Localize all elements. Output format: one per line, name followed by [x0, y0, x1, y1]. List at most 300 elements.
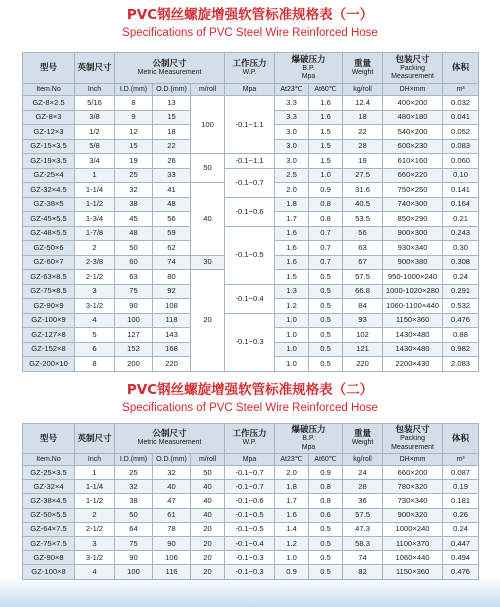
- cell-item-no: GZ-38×4.5: [23, 494, 75, 508]
- cell-item-no: GZ-75×8.5: [23, 284, 75, 299]
- table-header: [23, 424, 479, 466]
- cell-volume: 0.060: [443, 154, 479, 169]
- header-volume: [443, 53, 479, 84]
- unit-weight: kg/roll: [343, 454, 383, 466]
- cell-working-pressure: -0.1~0.3: [225, 565, 275, 579]
- cell-weight: 27.5: [343, 168, 383, 183]
- cell-packing: 400×200: [383, 96, 443, 111]
- cell-volume: 0.21: [443, 212, 479, 227]
- cell-volume: 0.052: [443, 125, 479, 140]
- cell-packing: 480×180: [383, 110, 443, 125]
- cell-inch: 3-1/2: [75, 299, 115, 314]
- cell-burst-23c: 3.0: [275, 139, 309, 154]
- cell-item-no: GZ-127×8: [23, 328, 75, 343]
- header-model: [23, 424, 75, 454]
- table-header: [23, 53, 479, 96]
- cell-volume: 0.164: [443, 197, 479, 212]
- cell-m-per-roll: 20: [191, 551, 225, 565]
- cell-item-no: GZ-32×4.5: [23, 183, 75, 198]
- cell-weight: 24: [343, 466, 383, 480]
- cell-id-mm: 127: [115, 328, 153, 343]
- header-metric-size-label-en: Metric Measurement: [137, 439, 202, 447]
- cell-inch: 3: [75, 284, 115, 299]
- cell-od-mm: 116: [153, 565, 191, 579]
- table-row: [23, 168, 479, 183]
- header-imperial-size-label: 英制尺寸: [77, 433, 112, 444]
- cell-id-mm: 64: [115, 522, 153, 536]
- header-packing: [383, 53, 443, 84]
- cell-burst-60c: 1.5: [309, 154, 343, 169]
- cell-weight: 66.8: [343, 284, 383, 299]
- cell-burst-60c: 1.5: [309, 125, 343, 140]
- cell-item-no: GZ-8×2.5: [23, 96, 75, 111]
- unit-volume: m³: [443, 84, 479, 96]
- cell-item-no: GZ-32×4: [23, 480, 75, 494]
- cell-od-mm: 80: [153, 270, 191, 285]
- header-packing: [383, 424, 443, 454]
- cell-id-mm: 32: [115, 480, 153, 494]
- header-model-label: 型号: [39, 433, 57, 444]
- cell-burst-60c: 0.8: [309, 212, 343, 227]
- header-metric-size-label: 公制尺寸: [152, 58, 187, 69]
- cell-item-no: GZ-50×5.5: [23, 508, 75, 522]
- cell-burst-23c: 2.0: [275, 183, 309, 198]
- cell-working-pressure: -0.1~0.7: [225, 466, 275, 480]
- cell-packing: 950-1000×240: [383, 270, 443, 285]
- cell-packing: 610×160: [383, 154, 443, 169]
- cell-id-mm: 8: [115, 96, 153, 111]
- cell-od-mm: 47: [153, 494, 191, 508]
- cell-item-no: GZ-152×8: [23, 342, 75, 357]
- cell-inch: 3-1/2: [75, 551, 115, 565]
- cell-weight: 63: [343, 241, 383, 256]
- cell-packing: 750×250: [383, 183, 443, 198]
- cell-inch: 4: [75, 565, 115, 579]
- cell-weight: 57.5: [343, 508, 383, 522]
- cell-volume: 0.181: [443, 494, 479, 508]
- cell-id-mm: 25: [115, 168, 153, 183]
- header-burst-pressure-label: 爆破压力: [291, 425, 326, 435]
- cell-id-mm: 75: [115, 284, 153, 299]
- cell-id-mm: 15: [115, 139, 153, 154]
- cell-weight: 93: [343, 313, 383, 328]
- cell-burst-60c: 0.8: [309, 197, 343, 212]
- cell-item-no: GZ-63×8.5: [23, 270, 75, 285]
- header-working-pressure: [225, 424, 275, 454]
- table-row: [23, 480, 479, 494]
- cell-working-pressure: -0.1~0.7: [225, 168, 275, 197]
- cell-weight: 28: [343, 139, 383, 154]
- header-burst-pressure-unit: Mpa: [301, 443, 316, 451]
- cell-item-no: GZ-60×7: [23, 255, 75, 270]
- cell-volume: 0.476: [443, 313, 479, 328]
- cell-id-mm: 32: [115, 183, 153, 198]
- header-volume-label: 体积: [452, 63, 470, 73]
- header-weight: [343, 424, 383, 454]
- header-burst-pressure-label-en: B.P.: [302, 435, 315, 442]
- cell-m-per-roll: 40: [191, 480, 225, 494]
- cell-od-mm: 143: [153, 328, 191, 343]
- cell-packing: 660×200: [383, 466, 443, 480]
- cell-packing: 730×340: [383, 494, 443, 508]
- cell-weight: 57.5: [343, 270, 383, 285]
- unit-burst-23c: At23℃: [275, 454, 309, 466]
- cell-id-mm: 100: [115, 565, 153, 579]
- unit-row: [23, 454, 479, 466]
- header-burst-pressure-label: 爆破压力: [291, 54, 326, 65]
- cell-item-no: GZ-75×7.5: [23, 536, 75, 550]
- cell-burst-60c: 0.5: [309, 357, 343, 372]
- unit-inch: Inch: [75, 84, 115, 96]
- cell-volume: 0.243: [443, 226, 479, 241]
- cell-volume: 0.447: [443, 536, 479, 550]
- cell-id-mm: 90: [115, 299, 153, 314]
- cell-burst-60c: 0.5: [309, 313, 343, 328]
- cell-weight: 18: [343, 110, 383, 125]
- cell-inch: 1-1/4: [75, 183, 115, 198]
- cell-burst-23c: 1.6: [275, 508, 309, 522]
- header-weight-label: 重量: [354, 58, 372, 69]
- cell-id-mm: 100: [115, 313, 153, 328]
- cell-burst-60c: 0.5: [309, 284, 343, 299]
- cell-inch: 1: [75, 466, 115, 480]
- cell-burst-23c: 1.8: [275, 480, 309, 494]
- header-model: [23, 53, 75, 84]
- cell-weight: 67: [343, 255, 383, 270]
- cell-od-mm: 26: [153, 154, 191, 169]
- cell-packing: 1430×480: [383, 328, 443, 343]
- cell-od-mm: 168: [153, 342, 191, 357]
- cell-burst-23c: 1.5: [275, 270, 309, 285]
- cell-packing: 2200×430: [383, 357, 443, 372]
- cell-volume: 0.087: [443, 466, 479, 480]
- cell-item-no: GZ-15×3.5: [23, 139, 75, 154]
- cell-od-mm: 15: [153, 110, 191, 125]
- cell-od-mm: 41: [153, 183, 191, 198]
- cell-od-mm: 32: [153, 466, 191, 480]
- cell-burst-60c: 0.5: [309, 536, 343, 550]
- header-metric-size: [115, 53, 225, 84]
- unit-working-pressure: Mpa: [225, 454, 275, 466]
- cell-id-mm: 152: [115, 342, 153, 357]
- cell-od-mm: 56: [153, 212, 191, 227]
- unit-item-no: Item.No: [23, 454, 75, 466]
- header-working-pressure-label-en: W.P.: [242, 439, 257, 447]
- cell-inch: 1-7/8: [75, 226, 115, 241]
- cell-inch: 5/8: [75, 139, 115, 154]
- cell-packing: 1430×480: [383, 342, 443, 357]
- unit-od-mm: O.D.(mm): [153, 84, 191, 96]
- unit-m-per-roll: m/roll: [191, 454, 225, 466]
- cell-burst-23c: 1.0: [275, 551, 309, 565]
- unit-od-mm: O.D.(mm): [153, 454, 191, 466]
- header-imperial-size-label: 英制尺寸: [77, 63, 112, 73]
- cell-working-pressure: -0.1~1.1: [225, 96, 275, 154]
- header-imperial-size: [75, 53, 115, 84]
- table-row: [23, 565, 479, 579]
- unit-m-per-roll: m/roll: [191, 84, 225, 96]
- cell-weight: 19: [343, 154, 383, 169]
- cell-id-mm: 45: [115, 212, 153, 227]
- cell-packing: 1060-1100×440: [383, 299, 443, 314]
- cell-inch: 6: [75, 342, 115, 357]
- header-working-pressure-label-en: W.P.: [242, 68, 257, 76]
- cell-burst-23c: 0.9: [275, 565, 309, 579]
- cell-inch: 1-1/2: [75, 197, 115, 212]
- cell-packing: 900×320: [383, 508, 443, 522]
- cell-item-no: GZ-100×9: [23, 313, 75, 328]
- header-volume: [443, 424, 479, 454]
- cell-od-mm: 40: [153, 480, 191, 494]
- cell-volume: 0.083: [443, 139, 479, 154]
- cell-packing: 930×340: [383, 241, 443, 256]
- cell-weight: 82: [343, 565, 383, 579]
- cell-burst-23c: 1.3: [275, 284, 309, 299]
- header-weight: [343, 53, 383, 84]
- cell-od-mm: 220: [153, 357, 191, 372]
- cell-burst-23c: 1.0: [275, 357, 309, 372]
- table-row: [23, 536, 479, 550]
- cell-od-mm: 62: [153, 241, 191, 256]
- cell-volume: 2.083: [443, 357, 479, 372]
- cell-burst-60c: 0.5: [309, 299, 343, 314]
- cell-working-pressure: -0.1~0.3: [225, 313, 275, 371]
- cell-working-pressure: -0.1~0.4: [225, 284, 275, 313]
- header-packing-label-en: Packing Measurement: [391, 435, 434, 451]
- cell-m-per-roll: 50: [191, 466, 225, 480]
- cell-burst-23c: 3.0: [275, 154, 309, 169]
- cell-burst-23c: 1.2: [275, 536, 309, 550]
- cell-volume: 0.982: [443, 342, 479, 357]
- header-metric-size-label: 公制尺寸: [152, 429, 187, 440]
- cell-od-mm: 118: [153, 313, 191, 328]
- table-row: [23, 284, 479, 299]
- table-row: [23, 96, 479, 111]
- cell-weight: 220: [343, 357, 383, 372]
- cell-id-mm: 90: [115, 551, 153, 565]
- cell-id-mm: 25: [115, 466, 153, 480]
- cell-od-mm: 61: [153, 508, 191, 522]
- cell-working-pressure: -0.1~0.5: [225, 508, 275, 522]
- cell-id-mm: 19: [115, 154, 153, 169]
- cell-weight: 22: [343, 125, 383, 140]
- header-burst-pressure-unit: Mpa: [301, 73, 316, 80]
- cell-working-pressure: -0.1~0.6: [225, 494, 275, 508]
- cell-od-mm: 108: [153, 299, 191, 314]
- table-row: [23, 551, 479, 565]
- table-row: [23, 226, 479, 241]
- cell-packing: 740×300: [383, 197, 443, 212]
- header-weight-label-en: Weight: [351, 68, 374, 76]
- cell-weight: 12.4: [343, 96, 383, 111]
- cell-weight: 74: [343, 551, 383, 565]
- cell-item-no: GZ-8×3: [23, 110, 75, 125]
- header-weight-label-en: Weight: [351, 439, 374, 447]
- cell-burst-23c: 2.0: [275, 466, 309, 480]
- table-row: [23, 522, 479, 536]
- table-row: [23, 508, 479, 522]
- cell-volume: 0.476: [443, 565, 479, 579]
- cell-od-mm: 74: [153, 255, 191, 270]
- cell-inch: 5/16: [75, 96, 115, 111]
- cell-burst-60c: 0.5: [309, 565, 343, 579]
- cell-volume: 0.10: [443, 168, 479, 183]
- cell-working-pressure: -0.1~0.7: [225, 480, 275, 494]
- header-imperial-size: [75, 424, 115, 454]
- cell-volume: 0.24: [443, 270, 479, 285]
- cell-id-mm: 38: [115, 197, 153, 212]
- cell-inch: 2-1/2: [75, 522, 115, 536]
- table-body: [23, 96, 479, 372]
- cell-burst-23c: 1.0: [275, 313, 309, 328]
- cell-burst-60c: 0.8: [309, 480, 343, 494]
- table-row: [23, 313, 479, 328]
- cell-burst-60c: 0.5: [309, 342, 343, 357]
- table-row: [23, 494, 479, 508]
- cell-packing: 1000×240: [383, 522, 443, 536]
- cell-packing: 780×320: [383, 480, 443, 494]
- cell-id-mm: 38: [115, 494, 153, 508]
- cell-packing: 600×230: [383, 139, 443, 154]
- cell-burst-60c: 0.5: [309, 328, 343, 343]
- cell-od-mm: 22: [153, 139, 191, 154]
- cell-inch: 2-3/8: [75, 255, 115, 270]
- cell-burst-60c: 0.7: [309, 255, 343, 270]
- unit-item-no: Item.No: [23, 84, 75, 96]
- cell-m-per-roll: 20: [191, 565, 225, 579]
- cell-weight: 58.3: [343, 536, 383, 550]
- cell-burst-60c: 0.6: [309, 508, 343, 522]
- cell-inch: 3/8: [75, 110, 115, 125]
- cell-id-mm: 9: [115, 110, 153, 125]
- header-weight-label: 重量: [354, 429, 372, 440]
- unit-volume: m³: [443, 454, 479, 466]
- cell-weight: 47.3: [343, 522, 383, 536]
- cell-volume: 0.141: [443, 183, 479, 198]
- cell-item-no: GZ-50×6: [23, 241, 75, 256]
- cell-burst-23c: 1.6: [275, 226, 309, 241]
- cell-working-pressure: -0.1~0.5: [225, 522, 275, 536]
- cell-od-mm: 78: [153, 522, 191, 536]
- cell-burst-60c: 1.6: [309, 96, 343, 111]
- cell-item-no: GZ-25×4: [23, 168, 75, 183]
- cell-burst-23c: 1.6: [275, 255, 309, 270]
- cell-working-pressure: -0.1~0.5: [225, 226, 275, 284]
- cell-item-no: GZ-90×9: [23, 299, 75, 314]
- cell-od-mm: 18: [153, 125, 191, 140]
- cell-burst-23c: 1.4: [275, 522, 309, 536]
- table-subtitle: Specifications of PVC Steel Wire Reinforced Hose: [122, 402, 378, 414]
- cell-packing: 900×300: [383, 226, 443, 241]
- header-working-pressure-label: 工作压力: [232, 429, 267, 440]
- cell-packing: 1060×440: [383, 551, 443, 565]
- cell-volume: 0.291: [443, 284, 479, 299]
- cell-m-per-roll: 20: [191, 270, 225, 372]
- table-row: [23, 197, 479, 212]
- cell-burst-23c: 1.0: [275, 328, 309, 343]
- cell-working-pressure: -0.1~0.3: [225, 551, 275, 565]
- background-band: [0, 577, 500, 607]
- cell-item-no: GZ-200×10: [23, 357, 75, 372]
- cell-packing: 1150×360: [383, 565, 443, 579]
- header-metric-size-label-en: Metric Measurement: [137, 68, 202, 76]
- table-row: [23, 466, 479, 480]
- cell-id-mm: 50: [115, 241, 153, 256]
- spec-table: [22, 423, 479, 580]
- cell-burst-23c: 1.7: [275, 212, 309, 227]
- cell-weight: 40.5: [343, 197, 383, 212]
- table-subtitle: Specifications of PVC Steel Wire Reinforced Hose: [122, 27, 378, 39]
- cell-burst-60c: 0.5: [309, 551, 343, 565]
- cell-m-per-roll: 40: [191, 508, 225, 522]
- cell-inch: 1: [75, 168, 115, 183]
- spec-table: [22, 52, 479, 372]
- cell-id-mm: 60: [115, 255, 153, 270]
- cell-weight: 28: [343, 480, 383, 494]
- table-row: [23, 154, 479, 169]
- header-volume-label: 体积: [452, 433, 470, 444]
- cell-weight: 36: [343, 494, 383, 508]
- cell-item-no: GZ-45×5.5: [23, 212, 75, 227]
- cell-volume: 0.041: [443, 110, 479, 125]
- cell-m-per-roll: 20: [191, 536, 225, 550]
- header-row: [23, 53, 479, 84]
- cell-volume: 0.532: [443, 299, 479, 314]
- cell-burst-23c: 1.8: [275, 197, 309, 212]
- cell-burst-60c: 1.6: [309, 110, 343, 125]
- cell-weight: 84: [343, 299, 383, 314]
- cell-m-per-roll: 20: [191, 522, 225, 536]
- cell-weight: 53.5: [343, 212, 383, 227]
- cell-weight: 121: [343, 342, 383, 357]
- cell-item-no: GZ-100×8: [23, 565, 75, 579]
- header-burst-pressure: [275, 424, 343, 454]
- cell-inch: 1-1/4: [75, 480, 115, 494]
- cell-burst-23c: 1.7: [275, 494, 309, 508]
- cell-burst-23c: 1.0: [275, 342, 309, 357]
- header-working-pressure: [225, 53, 275, 84]
- cell-volume: 0.30: [443, 241, 479, 256]
- cell-od-mm: 106: [153, 551, 191, 565]
- cell-od-mm: 90: [153, 536, 191, 550]
- cell-volume: 0.26: [443, 508, 479, 522]
- cell-volume: 0.032: [443, 96, 479, 111]
- header-burst-pressure: [275, 53, 343, 84]
- cell-burst-60c: 0.7: [309, 226, 343, 241]
- cell-burst-23c: 3.0: [275, 125, 309, 140]
- cell-inch: 5: [75, 328, 115, 343]
- cell-inch: 1-1/2: [75, 494, 115, 508]
- cell-inch: 2: [75, 241, 115, 256]
- unit-weight: kg/roll: [343, 84, 383, 96]
- cell-burst-60c: 0.5: [309, 270, 343, 285]
- cell-item-no: GZ-12×3: [23, 125, 75, 140]
- cell-volume: 0.88: [443, 328, 479, 343]
- cell-m-per-roll: 40: [191, 494, 225, 508]
- cell-m-per-roll: 40: [191, 183, 225, 256]
- cell-inch: 1/2: [75, 125, 115, 140]
- table-title: PVC钢丝螺旋增强软管标准规格表（二）: [126, 382, 374, 398]
- cell-packing: 900×380: [383, 255, 443, 270]
- cell-weight: 102: [343, 328, 383, 343]
- cell-od-mm: 33: [153, 168, 191, 183]
- cell-id-mm: 12: [115, 125, 153, 140]
- unit-working-pressure: Mpa: [225, 84, 275, 96]
- cell-packing: 1150×360: [383, 313, 443, 328]
- cell-burst-23c: 1.6: [275, 241, 309, 256]
- cell-burst-60c: 1.0: [309, 168, 343, 183]
- cell-inch: 4: [75, 313, 115, 328]
